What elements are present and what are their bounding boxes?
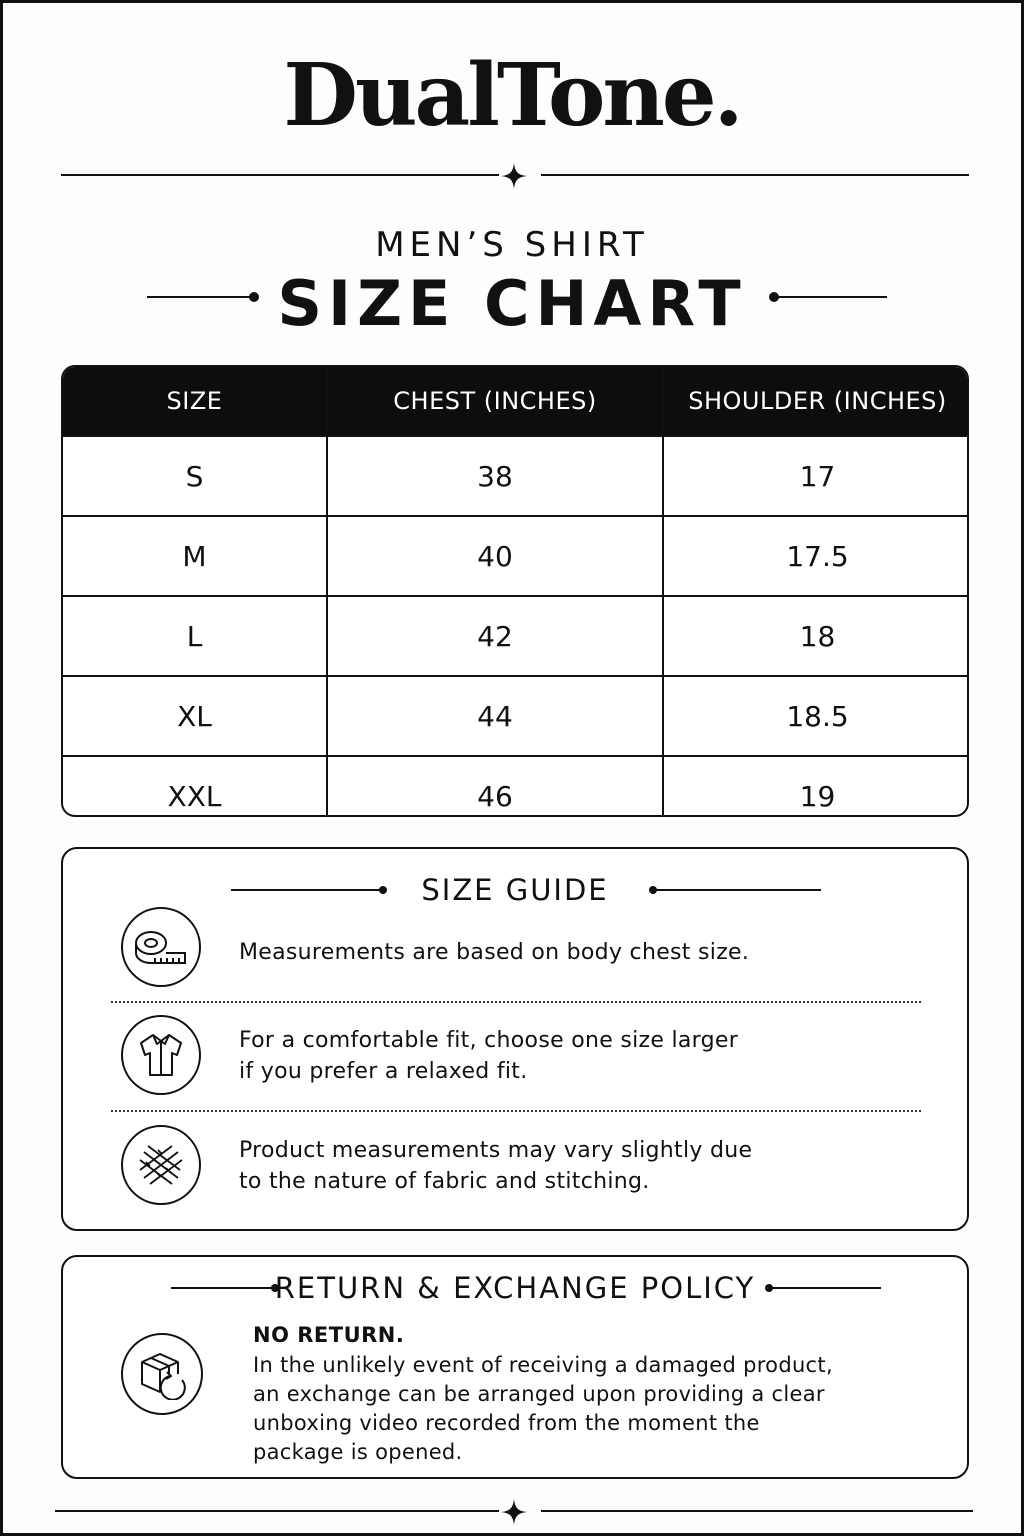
size-guide-title: SIZE GUIDE: [421, 873, 609, 907]
table-row: [63, 596, 969, 676]
chest-cell: 44: [327, 676, 663, 756]
shirt-icon: [121, 1015, 201, 1095]
guide-line: For a comfortable fit, choose one size larger: [239, 1028, 739, 1053]
sparkle-icon: [501, 1499, 527, 1525]
policy-heading: NO RETURN.: [253, 1323, 405, 1347]
size-cell: S: [63, 436, 327, 516]
size-table: [61, 365, 969, 817]
policy-line: unboxing video recorded from the moment the: [253, 1411, 760, 1435]
size-cell: XL: [63, 676, 327, 756]
guide-line: if you prefer a relaxed fit.: [239, 1059, 528, 1084]
shoulder-cell: 18: [663, 596, 969, 676]
box-exchange-icon: [121, 1333, 203, 1415]
table-row: [63, 436, 969, 516]
chest-cell: 40: [327, 516, 663, 596]
table-row: [63, 676, 969, 756]
guide-text-1: [239, 937, 749, 968]
guide-text-3: [239, 1135, 752, 1197]
guide-separator: [111, 1001, 921, 1003]
policy-line: an exchange can be arranged upon providing a clear: [253, 1382, 825, 1406]
bottom-divider-right: [541, 1510, 973, 1512]
size-guide-panel: [61, 847, 969, 1231]
policy-rule-right: [771, 1287, 881, 1289]
guide-separator: [111, 1110, 921, 1112]
column-header-shoulder: SHOULDER (INCHES): [663, 367, 969, 436]
brand-logo: DualTone.: [283, 45, 741, 146]
column-header-chest: CHEST (INCHES): [327, 367, 663, 436]
fabric-texture-icon: [121, 1125, 201, 1205]
page-title: SIZE CHART: [277, 267, 747, 340]
shoulder-cell: 17: [663, 436, 969, 516]
guide-line: to the nature of fabric and stitching.: [239, 1169, 650, 1194]
policy-line: package is opened.: [253, 1440, 463, 1464]
column-header-size: SIZE: [63, 367, 327, 436]
shoulder-cell: 18.5: [663, 676, 969, 756]
title-rule-right: [777, 296, 887, 298]
top-divider-left: [61, 174, 499, 176]
guide-rule-right: [655, 889, 821, 891]
top-divider-right: [541, 174, 969, 176]
guide-text-2: [239, 1025, 738, 1087]
guide-line: Measurements are based on body chest size.: [239, 940, 750, 965]
shoulder-cell: 19: [663, 756, 969, 817]
shoulder-cell: 17.5: [663, 516, 969, 596]
size-cell: L: [63, 596, 327, 676]
return-policy-panel: [61, 1255, 969, 1479]
chest-cell: 38: [327, 436, 663, 516]
table-row: [63, 516, 969, 596]
table-row: [63, 756, 969, 817]
bottom-divider-left: [55, 1510, 499, 1512]
size-cell: XXL: [63, 756, 327, 817]
chest-cell: 42: [327, 596, 663, 676]
size-cell: M: [63, 516, 327, 596]
table-header-row: [63, 367, 969, 436]
policy-line: In the unlikely event of receiving a damaged product,: [253, 1353, 833, 1377]
policy-title: RETURN & EXCHANGE POLICY: [274, 1271, 756, 1305]
policy-body: [253, 1351, 873, 1467]
guide-line: Product measurements may vary slightly due: [239, 1138, 753, 1163]
chest-cell: 46: [327, 756, 663, 817]
product-subtitle: MEN’S SHIRT: [375, 225, 649, 265]
measuring-tape-icon: [121, 907, 201, 987]
sparkle-icon: [501, 163, 527, 189]
